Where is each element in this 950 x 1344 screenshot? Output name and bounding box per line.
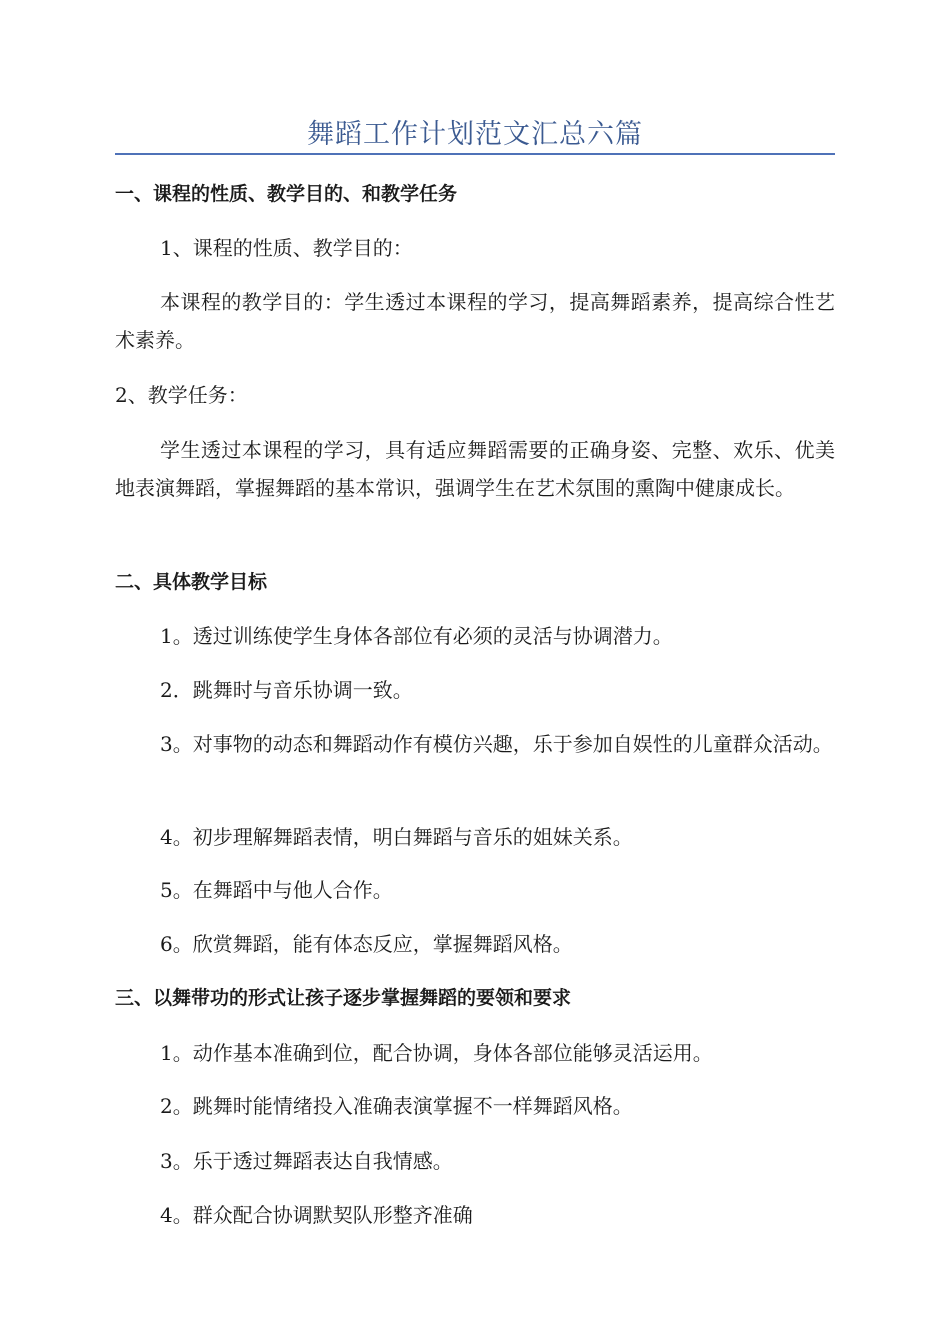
- list-item: 1。透过训练使学生身体各部位有必须的灵活与协调潜力。: [160, 624, 673, 648]
- title-underline: [115, 153, 835, 155]
- list-item: 3。对事物的动态和舞蹈动作有模仿兴趣，乐于参加自娱性的儿童群众活动。: [160, 732, 833, 756]
- list-item: 6。欣赏舞蹈，能有体态反应，掌握舞蹈风格。: [160, 932, 573, 956]
- list-item: 4。初步理解舞蹈表情，明白舞蹈与音乐的姐妹关系。: [160, 825, 633, 849]
- list-item: 4。群众配合协调默契队形整齐准确: [160, 1203, 473, 1227]
- subheading-1-1: 1、课程的性质、教学目的：: [160, 236, 413, 260]
- section-heading-1: 一、课程的性质、教学目的、和教学任务: [115, 183, 458, 205]
- list-item: 2。跳舞时能情绪投入准确表演掌握不一样舞蹈风格。: [160, 1094, 633, 1118]
- list-item: 3。乐于透过舞蹈表达自我情感。: [160, 1149, 453, 1173]
- document-title: 舞蹈工作计划范文汇总六篇: [307, 119, 643, 150]
- paragraph-1-2: 学生透过本课程的学习，具有适应舞蹈需要的正确身姿、完整、欢乐、优美地表演舞蹈，掌握舞蹈的基本常识，强调学生在艺术氛围的熏陶中健康成长。: [115, 438, 835, 500]
- paragraph-1-1: 本课程的教学目的：学生透过本课程的学习，提高舞蹈素养，提高综合性艺术素养。: [115, 290, 835, 352]
- section-heading-3: 三、以舞带功的形式让孩子逐步掌握舞蹈的要领和要求: [115, 987, 572, 1009]
- list-item: 1。动作基本准确到位，配合协调，身体各部位能够灵活运用。: [160, 1041, 713, 1065]
- list-item: 5。在舞蹈中与他人合作。: [160, 878, 393, 902]
- subheading-1-2: 2、教学任务：: [115, 383, 248, 407]
- list-item: 2．跳舞时与音乐协调一致。: [160, 678, 413, 702]
- section-heading-2: 二、具体教学目标: [115, 571, 268, 593]
